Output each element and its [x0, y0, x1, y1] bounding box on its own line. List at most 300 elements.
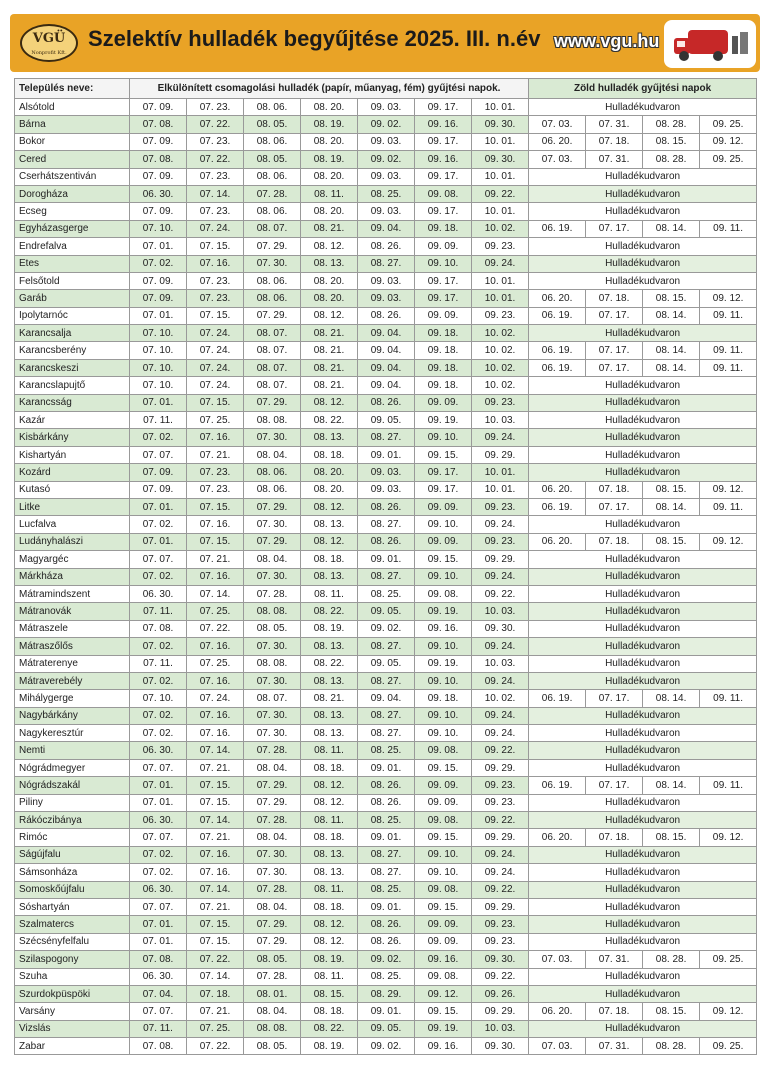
packaging-date: 07. 10. [130, 342, 187, 359]
packaging-date: 09. 17. [415, 272, 472, 289]
packaging-date: 07. 16. [187, 846, 244, 863]
packaging-date: 07. 21. [187, 551, 244, 568]
table-row [15, 116, 757, 133]
packaging-date: 07. 28. [244, 185, 301, 202]
packaging-date: 08. 04. [244, 551, 301, 568]
packaging-date: 09. 17. [415, 464, 472, 481]
waste-yard-note: Hulladékudvaron [529, 1020, 757, 1037]
packaging-date: 08. 25. [358, 812, 415, 829]
packaging-date: 09. 22. [472, 185, 529, 202]
packaging-date: 09. 05. [358, 412, 415, 429]
packaging-date: 07. 15. [187, 777, 244, 794]
packaging-date: 07. 01. [130, 916, 187, 933]
green-date: 06. 20. [529, 533, 586, 550]
table-row [15, 290, 757, 307]
settlement-name: Karancsberény [15, 342, 130, 359]
green-date: 06. 20. [529, 1003, 586, 1020]
packaging-date: 08. 19. [301, 116, 358, 133]
waste-yard-note: Hulladékudvaron [529, 272, 757, 289]
settlement-name: Sóshartyán [15, 898, 130, 915]
green-date: 08. 15. [643, 133, 700, 150]
packaging-date: 07. 07. [130, 1003, 187, 1020]
packaging-date: 08. 19. [301, 620, 358, 637]
packaging-date: 08. 13. [301, 429, 358, 446]
packaging-date: 08. 04. [244, 759, 301, 776]
packaging-date: 07. 14. [187, 185, 244, 202]
green-date: 07. 17. [586, 342, 643, 359]
packaging-date: 09. 16. [415, 1038, 472, 1055]
packaging-date: 09. 10. [415, 429, 472, 446]
packaging-date: 08. 12. [301, 794, 358, 811]
table-row [15, 794, 757, 811]
packaging-date: 07. 10. [130, 359, 187, 376]
packaging-date: 07. 02. [130, 846, 187, 863]
packaging-date: 09. 29. [472, 898, 529, 915]
waste-yard-note: Hulladékudvaron [529, 429, 757, 446]
packaging-date: 07. 07. [130, 446, 187, 463]
packaging-date: 07. 07. [130, 829, 187, 846]
packaging-date: 09. 18. [415, 359, 472, 376]
packaging-date: 09. 05. [358, 603, 415, 620]
table-header-row [15, 79, 757, 99]
packaging-date: 09. 29. [472, 551, 529, 568]
packaging-date: 09. 16. [415, 116, 472, 133]
green-date: 07. 17. [586, 498, 643, 515]
packaging-date: 07. 09. [130, 481, 187, 498]
packaging-date: 08. 06. [244, 203, 301, 220]
table-row [15, 881, 757, 898]
packaging-date: 07. 02. [130, 672, 187, 689]
green-date: 08. 28. [643, 1038, 700, 1055]
packaging-date: 09. 02. [358, 151, 415, 168]
waste-yard-note: Hulladékudvaron [529, 238, 757, 255]
packaging-date: 08. 13. [301, 516, 358, 533]
green-date: 08. 14. [643, 342, 700, 359]
packaging-date: 07. 02. [130, 864, 187, 881]
packaging-date: 09. 09. [415, 498, 472, 515]
settlement-name: Sámsonháza [15, 864, 130, 881]
packaging-date: 07. 28. [244, 585, 301, 602]
table-row [15, 568, 757, 585]
packaging-date: 09. 15. [415, 759, 472, 776]
waste-yard-note: Hulladékudvaron [529, 464, 757, 481]
packaging-date: 08. 27. [358, 672, 415, 689]
packaging-date: 08. 12. [301, 933, 358, 950]
packaging-date: 07. 29. [244, 916, 301, 933]
packaging-date: 09. 01. [358, 829, 415, 846]
settlement-name: Kazár [15, 412, 130, 429]
settlement-name: Rimóc [15, 829, 130, 846]
packaging-date: 08. 05. [244, 151, 301, 168]
packaging-date: 08. 07. [244, 690, 301, 707]
green-date: 08. 15. [643, 481, 700, 498]
packaging-date: 08. 19. [301, 151, 358, 168]
packaging-date: 08. 08. [244, 655, 301, 672]
packaging-date: 07. 16. [187, 672, 244, 689]
waste-yard-note: Hulladékudvaron [529, 620, 757, 637]
packaging-date: 09. 10. [415, 846, 472, 863]
packaging-date: 07. 15. [187, 533, 244, 550]
website-link[interactable]: www.vgu.hu [554, 31, 660, 51]
settlement-name: Mátramindszent [15, 585, 130, 602]
packaging-date: 08. 06. [244, 290, 301, 307]
settlement-name: Bokor [15, 133, 130, 150]
green-date: 08. 14. [643, 220, 700, 237]
green-date: 07. 31. [586, 151, 643, 168]
packaging-date: 08. 26. [358, 916, 415, 933]
packaging-date: 08. 21. [301, 377, 358, 394]
settlement-name: Mátraszőlős [15, 638, 130, 655]
packaging-date: 09. 10. [415, 672, 472, 689]
table-row [15, 620, 757, 637]
settlement-name: Rákóczibánya [15, 812, 130, 829]
table-row [15, 168, 757, 185]
settlement-name: Vizslás [15, 1020, 130, 1037]
packaging-date: 06. 30. [130, 968, 187, 985]
green-date: 08. 15. [643, 533, 700, 550]
packaging-date: 09. 29. [472, 1003, 529, 1020]
packaging-date: 07. 22. [187, 1038, 244, 1055]
table-row [15, 1038, 757, 1055]
packaging-date: 08. 25. [358, 185, 415, 202]
packaging-date: 07. 09. [130, 99, 187, 116]
packaging-date: 08. 26. [358, 533, 415, 550]
settlement-name: Karancsság [15, 394, 130, 411]
table-row [15, 585, 757, 602]
green-date: 06. 20. [529, 829, 586, 846]
packaging-date: 07. 04. [130, 985, 187, 1002]
packaging-date: 09. 04. [358, 325, 415, 342]
waste-yard-note: Hulladékudvaron [529, 255, 757, 272]
packaging-date: 09. 12. [415, 985, 472, 1002]
packaging-date: 09. 30. [472, 620, 529, 637]
packaging-date: 09. 04. [358, 220, 415, 237]
packaging-date: 08. 12. [301, 533, 358, 550]
settlement-name: Zabar [15, 1038, 130, 1055]
garbage-truck-icon [664, 20, 756, 68]
green-date: 07. 03. [529, 116, 586, 133]
table-row [15, 325, 757, 342]
green-date: 09. 12. [700, 829, 757, 846]
packaging-date: 07. 02. [130, 255, 187, 272]
packaging-date: 08. 06. [244, 481, 301, 498]
packaging-date: 07. 22. [187, 951, 244, 968]
settlement-name: Litke [15, 498, 130, 515]
green-date: 06. 20. [529, 481, 586, 498]
packaging-date: 07. 01. [130, 394, 187, 411]
packaging-date: 09. 24. [472, 516, 529, 533]
packaging-date: 07. 28. [244, 881, 301, 898]
table-row [15, 864, 757, 881]
packaging-date: 08. 05. [244, 116, 301, 133]
green-date: 07. 31. [586, 116, 643, 133]
packaging-date: 08. 05. [244, 951, 301, 968]
table-row [15, 985, 757, 1002]
packaging-date: 08. 22. [301, 603, 358, 620]
packaging-date: 09. 05. [358, 1020, 415, 1037]
packaging-date: 09. 03. [358, 481, 415, 498]
green-date: 07. 18. [586, 481, 643, 498]
packaging-date: 07. 02. [130, 638, 187, 655]
table-row [15, 603, 757, 620]
packaging-date: 07. 01. [130, 238, 187, 255]
packaging-date: 09. 17. [415, 203, 472, 220]
header-banner [10, 14, 760, 72]
packaging-date: 07. 22. [187, 151, 244, 168]
packaging-date: 07. 21. [187, 759, 244, 776]
packaging-date: 09. 17. [415, 133, 472, 150]
packaging-date: 07. 09. [130, 168, 187, 185]
packaging-date: 08. 13. [301, 846, 358, 863]
packaging-date: 09. 30. [472, 151, 529, 168]
packaging-date: 07. 29. [244, 794, 301, 811]
packaging-date: 07. 18. [187, 985, 244, 1002]
packaging-date: 07. 21. [187, 446, 244, 463]
table-row [15, 151, 757, 168]
packaging-date: 09. 03. [358, 168, 415, 185]
packaging-date: 07. 29. [244, 394, 301, 411]
packaging-date: 07. 01. [130, 498, 187, 515]
packaging-date: 07. 23. [187, 203, 244, 220]
packaging-date: 09. 22. [472, 812, 529, 829]
green-date: 08. 28. [643, 151, 700, 168]
packaging-date: 09. 19. [415, 1020, 472, 1037]
packaging-date: 08. 13. [301, 864, 358, 881]
packaging-date: 09. 02. [358, 620, 415, 637]
packaging-date: 10. 01. [472, 168, 529, 185]
settlement-name: Nemti [15, 742, 130, 759]
packaging-date: 09. 09. [415, 916, 472, 933]
table-row [15, 185, 757, 202]
table-row [15, 812, 757, 829]
packaging-date: 07. 11. [130, 655, 187, 672]
packaging-date: 09. 22. [472, 881, 529, 898]
waste-yard-note: Hulladékudvaron [529, 377, 757, 394]
packaging-date: 09. 30. [472, 951, 529, 968]
waste-yard-note: Hulladékudvaron [529, 655, 757, 672]
green-date: 07. 17. [586, 777, 643, 794]
waste-yard-note: Hulladékudvaron [529, 603, 757, 620]
packaging-date: 08. 11. [301, 742, 358, 759]
waste-yard-note: Hulladékudvaron [529, 759, 757, 776]
table-row [15, 707, 757, 724]
packaging-date: 08. 12. [301, 498, 358, 515]
packaging-date: 09. 09. [415, 307, 472, 324]
green-date: 06. 19. [529, 498, 586, 515]
green-date: 09. 12. [700, 481, 757, 498]
waste-yard-note: Hulladékudvaron [529, 325, 757, 342]
waste-yard-note: Hulladékudvaron [529, 812, 757, 829]
packaging-date: 06. 30. [130, 812, 187, 829]
packaging-date: 08. 13. [301, 725, 358, 742]
green-date: 08. 15. [643, 1003, 700, 1020]
packaging-date: 09. 02. [358, 951, 415, 968]
packaging-date: 07. 28. [244, 812, 301, 829]
packaging-date: 08. 20. [301, 272, 358, 289]
green-date: 07. 17. [586, 307, 643, 324]
packaging-date: 07. 23. [187, 290, 244, 307]
packaging-date: 09. 15. [415, 551, 472, 568]
packaging-date: 08. 08. [244, 1020, 301, 1037]
packaging-date: 07. 09. [130, 272, 187, 289]
packaging-date: 10. 01. [472, 133, 529, 150]
packaging-date: 09. 09. [415, 933, 472, 950]
packaging-date: 09. 24. [472, 568, 529, 585]
waste-yard-note: Hulladékudvaron [529, 638, 757, 655]
packaging-date: 08. 27. [358, 568, 415, 585]
packaging-date: 06. 30. [130, 585, 187, 602]
packaging-date: 08. 07. [244, 342, 301, 359]
waste-yard-note: Hulladékudvaron [529, 203, 757, 220]
packaging-date: 07. 25. [187, 412, 244, 429]
packaging-date: 09. 10. [415, 516, 472, 533]
table-row [15, 412, 757, 429]
packaging-date: 09. 17. [415, 168, 472, 185]
waste-yard-note: Hulladékudvaron [529, 672, 757, 689]
settlement-name: Etes [15, 255, 130, 272]
packaging-date: 09. 22. [472, 585, 529, 602]
settlement-name: Mihálygerge [15, 690, 130, 707]
packaging-date: 08. 07. [244, 325, 301, 342]
packaging-date: 07. 29. [244, 307, 301, 324]
packaging-date: 08. 07. [244, 220, 301, 237]
settlement-name: Karancslapujtő [15, 377, 130, 394]
settlement-name: Márkháza [15, 568, 130, 585]
packaging-date: 09. 15. [415, 829, 472, 846]
packaging-date: 09. 03. [358, 133, 415, 150]
packaging-date: 07. 16. [187, 864, 244, 881]
packaging-date: 07. 15. [187, 933, 244, 950]
green-date: 08. 28. [643, 951, 700, 968]
waste-yard-note: Hulladékudvaron [529, 985, 757, 1002]
packaging-date: 09. 24. [472, 638, 529, 655]
waste-yard-note: Hulladékudvaron [529, 446, 757, 463]
packaging-date: 10. 02. [472, 690, 529, 707]
settlement-name: Ecseg [15, 203, 130, 220]
packaging-date: 09. 24. [472, 255, 529, 272]
table-row [15, 829, 757, 846]
table-row [15, 377, 757, 394]
packaging-date: 07. 01. [130, 777, 187, 794]
packaging-date: 09. 24. [472, 725, 529, 742]
packaging-date: 07. 30. [244, 516, 301, 533]
packaging-date: 09. 10. [415, 255, 472, 272]
settlement-name: Mátraverebély [15, 672, 130, 689]
packaging-date: 08. 27. [358, 707, 415, 724]
packaging-date: 09. 23. [472, 394, 529, 411]
green-date: 07. 17. [586, 359, 643, 376]
table-row [15, 238, 757, 255]
green-date: 08. 14. [643, 690, 700, 707]
packaging-date: 08. 20. [301, 481, 358, 498]
packaging-date: 09. 01. [358, 759, 415, 776]
packaging-date: 09. 10. [415, 568, 472, 585]
packaging-date: 07. 29. [244, 498, 301, 515]
table-row [15, 690, 757, 707]
packaging-date: 09. 19. [415, 655, 472, 672]
packaging-date: 09. 10. [415, 864, 472, 881]
packaging-date: 08. 07. [244, 377, 301, 394]
packaging-date: 08. 06. [244, 464, 301, 481]
green-date: 09. 25. [700, 116, 757, 133]
packaging-date: 07. 22. [187, 620, 244, 637]
settlement-name: Nagybárkány [15, 707, 130, 724]
packaging-date: 07. 07. [130, 551, 187, 568]
packaging-date: 09. 08. [415, 968, 472, 985]
packaging-date: 07. 15. [187, 794, 244, 811]
packaging-date: 07. 28. [244, 968, 301, 985]
packaging-date: 07. 23. [187, 168, 244, 185]
packaging-date: 08. 22. [301, 412, 358, 429]
settlement-name: Felsőtold [15, 272, 130, 289]
packaging-date: 07. 15. [187, 916, 244, 933]
table-row [15, 968, 757, 985]
packaging-date: 07. 15. [187, 238, 244, 255]
green-date: 09. 25. [700, 1038, 757, 1055]
waste-yard-note: Hulladékudvaron [529, 99, 757, 116]
table-row [15, 759, 757, 776]
waste-yard-note: Hulladékudvaron [529, 568, 757, 585]
packaging-date: 08. 26. [358, 307, 415, 324]
packaging-date: 08. 12. [301, 394, 358, 411]
packaging-date: 07. 07. [130, 759, 187, 776]
packaging-date: 08. 21. [301, 325, 358, 342]
waste-yard-note: Hulladékudvaron [529, 516, 757, 533]
packaging-date: 09. 16. [415, 620, 472, 637]
packaging-date: 09. 10. [415, 707, 472, 724]
packaging-date: 08. 27. [358, 846, 415, 863]
packaging-date: 09. 08. [415, 742, 472, 759]
packaging-date: 07. 15. [187, 394, 244, 411]
packaging-date: 09. 30. [472, 116, 529, 133]
col-header-name: Település neve: [15, 79, 130, 99]
packaging-date: 07. 09. [130, 203, 187, 220]
settlement-name: Szilaspogony [15, 951, 130, 968]
green-date: 07. 03. [529, 1038, 586, 1055]
packaging-date: 07. 29. [244, 533, 301, 550]
packaging-date: 08. 08. [244, 412, 301, 429]
packaging-date: 10. 01. [472, 290, 529, 307]
packaging-date: 07. 23. [187, 272, 244, 289]
logo-text: VGÜ [32, 31, 66, 46]
settlement-name: Nógrádszakál [15, 777, 130, 794]
green-date: 07. 17. [586, 220, 643, 237]
waste-yard-note: Hulladékudvaron [529, 933, 757, 950]
logo-subtext: Nonprofit Kft. [31, 50, 67, 56]
packaging-date: 07. 14. [187, 881, 244, 898]
green-date: 06. 19. [529, 359, 586, 376]
table-row [15, 533, 757, 550]
packaging-date: 07. 09. [130, 133, 187, 150]
green-date: 07. 18. [586, 1003, 643, 1020]
packaging-date: 07. 16. [187, 638, 244, 655]
green-date: 06. 19. [529, 342, 586, 359]
packaging-date: 08. 26. [358, 777, 415, 794]
packaging-date: 07. 29. [244, 777, 301, 794]
settlement-name: Nagykeresztúr [15, 725, 130, 742]
packaging-date: 09. 23. [472, 498, 529, 515]
packaging-date: 08. 12. [301, 916, 358, 933]
packaging-date: 09. 04. [358, 377, 415, 394]
green-date: 06. 20. [529, 133, 586, 150]
packaging-date: 08. 05. [244, 620, 301, 637]
packaging-date: 08. 13. [301, 672, 358, 689]
green-date: 09. 11. [700, 690, 757, 707]
packaging-date: 07. 24. [187, 220, 244, 237]
packaging-date: 10. 01. [472, 99, 529, 116]
settlement-name: Lucfalva [15, 516, 130, 533]
packaging-date: 10. 01. [472, 203, 529, 220]
